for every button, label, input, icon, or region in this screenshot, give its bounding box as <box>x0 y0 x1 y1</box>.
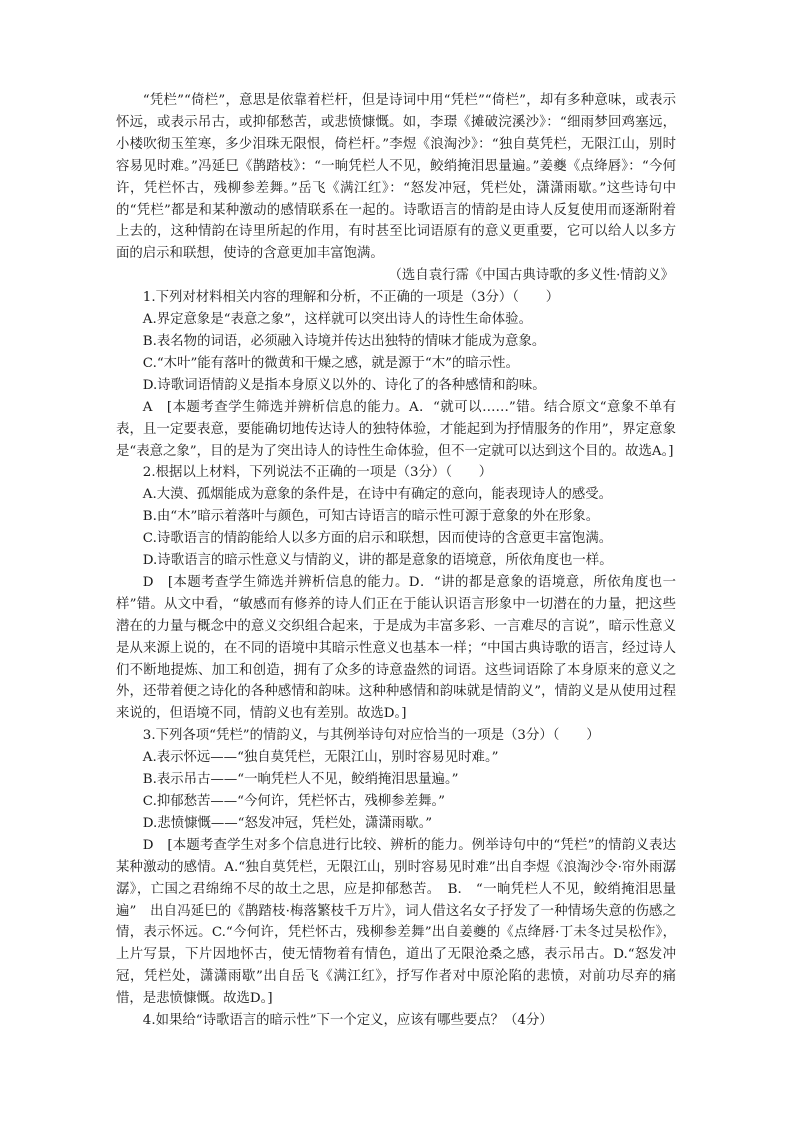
question-1-option-c: C.“木叶”能有落叶的微黄和干燥之感，就是源于“木”的暗示性。 <box>142 355 519 371</box>
question-2-option-d: D.诗歌语言的暗示性意义与情韵义，讲的都是意象的语境意，所依角度也一样。 <box>142 553 613 569</box>
question-3-stem: 3.下列各项“凭栏”的情韵义，与其例举诗句对应恰当的一项是（3分）（ ） <box>142 728 600 744</box>
question-3-option-c: C.抑郁愁苦——“今何许，凭栏怀古，残柳参差舞。” <box>142 794 446 809</box>
document-page <box>116 90 676 1032</box>
question-2-option-a: A.大漠、孤烟能成为意象的条件是，在诗中有确定的意向，能表现诗人的感受。 <box>142 487 613 503</box>
question-2-answer: D [本题考查学生筛选并辨析信息的能力。D．“讲的都是意象的语境意，所依角度也一样”错。从文中看，“敏感而有修养的诗人们正在于能认识语言形象中一切潜在的力量，把这些潜在的力量与概念中的意义交织组合起来，于是成为丰富多彩、一言难尽的言说”，暗示性意义是从来源上说的，在不同的语境中其暗示性意义也基本一样；“中国古典诗歌的语言，经过诗人们不断地提炼、加工和创造，拥有了众多的诗意盎然的词语。这些词语除了本身原来的意义之外，还带着便之诗化的各种感情和韵味。这种种感情和韵味就是情韵义”，情韵义是从使用过程来说的，但语境不同，情韵义也有差别。故选D。] <box>116 574 676 722</box>
question-4-stem: 4.如果给“诗歌语言的暗示性”下一个定义，应该有哪些要点？（4分） <box>142 1013 553 1029</box>
question-3-option-b: B.表示吊古——“一晌凭栏人不见，鲛绡掩泪思量遍。” <box>142 772 459 788</box>
question-1-stem: 1.下列对材料相关内容的理解和分析，不正确的一项是（3分）（ ） <box>142 290 560 306</box>
passage-text: “凭栏”“倚栏”，意思是依靠着栏杆，但是诗词中用“凭栏”“倚栏”，却有多种意味，或表示怀远，或表示吊古，或抑郁愁苦，或悲愤慷慨。如，李璟《摊破浣溪沙》：“细雨梦回鸡塞远，小楼吹彻玉笙寒，多少泪珠无限恨，倚栏杆。”李煜《浪淘沙》：“独自莫凭栏，无限江山，别时容易见时难。”冯延巳《鹊踏枝》：“一晌凭栏人不见，鲛绡掩泪思量遍。”姜夔《点绛唇》：“今何许，凭栏怀古，残柳参差舞。”岳飞《满江红》：“怒发冲冠，凭栏处，潇潇雨歇。”这些诗句中的“凭栏”都是和某种激动的感情联系在一起的。诗歌语言的情韵是由诗人反复使用而逐渐附着上去的，这种情韵在诗里所起的作用，有时甚至比词语原有的意义更重要，它可以给人以多方面的启示和联想，使诗的含意更加丰富饱满。 <box>116 93 676 262</box>
question-1-option-b: B.表名物的词语，必须融入诗境并传达出独特的情味才能成为意象。 <box>142 333 546 349</box>
question-3-answer: D [本题考查学生对多个信息进行比较、辨析的能力。例举诗句中的“凭栏”的情韵义表达某种激动的感情。A.“独自莫凭栏，无限江山，别时容易见时难”出自李煜《浪淘沙令·帘外雨潺潺》，亡国之君绵绵不尽的故土之思，应是抑郁愁苦。 B. “一晌凭栏人不见，鲛绡掩泪思量遍” 出自冯延巳的《鹊踏枝·梅落繁枝千万片》，词人借这名女子抒发了一种情场失意的伤感之情，表示怀远。C.“今何许，凭栏怀古，残柳参差舞”出自姜夔的《点绛唇·丁未冬过吴松作》，上片写景，下片因地怀古，使无情物着有情色，道出了无限沧桑之感，表示吊古。D.“怒发冲冠，凭栏处，潇潇雨歇”出自岳飞《满江红》，抒写作者对中原沦陷的悲愤，对前功尽弃的痛惜，是悲愤慷慨。故选D。] <box>116 837 676 1007</box>
question-3-option-a: A.表示怀远——“独自莫凭栏，无限江山，别时容易见时难。” <box>142 750 499 766</box>
passage-source: （选自袁行霈《中国古典诗歌的多义性·情韵义》 <box>388 268 674 284</box>
question-1-answer: A [本题考查学生筛选并辨析信息的能力。A．“就可以……”错。结合原文“意象不单有表，且一定要表意，要能确切地传达诗人的独特体验，才能起到为抒情服务的作用”，界定意象是“表意之象”，目的是为了突出诗人的诗性生命体验，但不一定就可以达到这个目的。故选A。] <box>116 399 676 459</box>
question-2-option-b: B.由“木”暗示着落叶与颜色，可知古诗语言的暗示性可源于意象的外在形象。 <box>142 509 600 525</box>
question-2-option-c: C.诗歌语言的情韵能给人以多方面的启示和联想，因而使诗的含意更丰富饱满。 <box>142 531 613 547</box>
question-1-option-a: A.界定意象是“表意之象”，这样就可以突出诗人的诗性生命体验。 <box>142 312 532 328</box>
question-1-option-d: D.诗歌词语情韵义是指本身原义以外的、诗化了的各种感情和韵味。 <box>142 377 546 393</box>
question-2-stem: 2.根据以上材料，下列说法不正确的一项是（3分）（ ） <box>142 465 493 481</box>
question-3-option-d: D.悲愤慷慨——“怒发冲冠，凭栏处，潇潇雨歇。” <box>142 815 433 831</box>
